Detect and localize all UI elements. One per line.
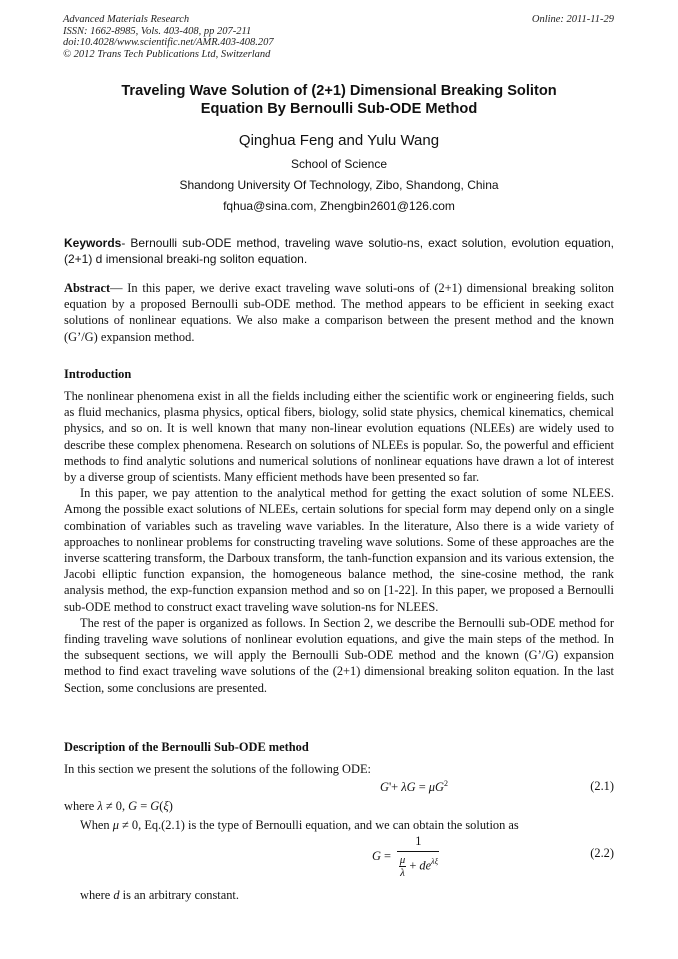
journal-name: Advanced Materials Research <box>63 14 190 25</box>
when-line <box>80 817 614 833</box>
online-date: Online: 2011-11-29 <box>531 14 614 25</box>
where-line-2 <box>80 887 614 903</box>
title-line-2: Equation By Bernoulli Sub-ODE Method <box>200 101 478 117</box>
section-heading-method: Description of the Bernoulli Sub-ODE method <box>64 740 309 754</box>
journal-header <box>63 14 274 60</box>
intro-paragraph-2: In this paper, we pay attention to the analytical method for getting the exact solution of some NLEES. Among the possible exact solutions of NLEEs, certain solutions for special form may depend only on a single combination of variables such as traveling wave variables. In the literature, Also there is a wide variety of approaches to nonlinear problems for constructing traveling wave solutions. Some of these approaches are the inverse scattering transform, the Darboux transform, the tanh-function expansion and its various extension, the Jacobi elliptic function expansion, the homogeneous balance method, the sine-cosine method, the rank analysis method, the exp-function expansion method and so on [1-22]. In this paper, we proposed a Bernoulli sub-ODE method to construct exact traveling wave solution-ns for NLEES. <box>64 486 614 614</box>
where-2-prefix: where <box>80 888 114 902</box>
when-math: μ ≠ 0 <box>112 818 139 832</box>
where-2-math: d <box>113 888 120 902</box>
method-intro-line: In this section we present the solutions of the following ODE: <box>64 762 371 776</box>
when-prefix: When <box>80 818 113 832</box>
introduction-body <box>64 388 614 696</box>
title-line-1: Traveling Wave Solution of (2+1) Dimensional Breaking Soliton <box>121 83 557 99</box>
keywords-label: Keywords <box>64 236 122 250</box>
equation-2-2-fraction: 1 $\frac{\mu}{\lambda}$ + $de^{\lambda\xi}$ <box>397 834 439 879</box>
abstract-label: Abstract <box>64 281 111 295</box>
intro-paragraph-1: The nonlinear phenomena exist in all the fields including either the scientific work or engineering fields, such as fluid mechanics, plasma physics, optical fibers, biology, solid state physics, chemical kinematics, chemical physics, and so on. It is well known that many non-linear evolution equations (NLEEs) are widely used to describe these complex phenomena. Research on solutions of NLEEs is popular. So, the powerful and efficient methods to find analytic solutions and numerical solutions of nonlinear equations have drawn a lot of interest by a diverse group of scientists. Many efficient methods have been presented so far. <box>64 389 614 485</box>
author-emails[interactable]: fqhua@sina.com, Zhengbin2601@126.com <box>223 199 455 213</box>
doi-line: doi:10.4028/www.scientific.net/AMR.403-408.207 <box>63 37 274 48</box>
abstract <box>64 280 614 345</box>
copyright-line: © 2012 Trans Tech Publications Ltd, Switzerland <box>63 48 271 60</box>
keywords <box>64 235 614 267</box>
where-1-text: where <box>64 799 98 813</box>
when-suffix: , Eq.(2.1) is the type of Bernoulli equation, and we can obtain the solution as <box>138 818 519 832</box>
section-heading-introduction: Introduction <box>64 367 132 381</box>
keywords-text: - Bernoulli sub-ODE method, traveling wave solutio-ns, exact solution, evolution equation, (2+1) d imensional breaki-ng soliton equation. <box>64 236 614 266</box>
affiliation-university: Shandong University Of Technology, Zibo, Shandong, China <box>179 178 499 192</box>
equation-number-2-2: (2.2) <box>590 846 614 860</box>
equation-number-2-1: (2.1) <box>590 779 614 793</box>
abstract-text: — In this paper, we derive exact traveling wave soluti-ons of (2+1) dimensional breaking soliton equation by a proposed Bernoulli sub-ODE method. The method appears to be efficient in seeking exact solutions of nonlinear equations. We also make a comparison between the present method and the known (G’/G) expansion method. <box>64 281 614 344</box>
equation-2-1: $G'+ \lambda G = \mu G^2$ <box>380 779 448 795</box>
where-line-1 <box>64 798 614 814</box>
authors: Qinghua Feng and Yulu Wang <box>238 132 440 149</box>
where-2-suffix: is an arbitrary constant. <box>119 888 239 902</box>
where-1-math: λ ≠ 0, G = G(ξ) <box>97 799 173 813</box>
paper-title <box>64 82 614 118</box>
affiliation-school: School of Science <box>290 157 388 171</box>
issn-line: ISSN: 1662-8985, Vols. 403-408, pp 207-211 <box>63 25 252 37</box>
intro-paragraph-3: The rest of the paper is organized as follows. In Section 2, we describe the Bernoulli sub-ODE method for finding traveling wave solutions of nonlinear evolution equations, and give the main steps of the method. In the subsequent sections, we will apply the Bernoulli Sub-ODE method and the known (G’/G) expansion method to find exact traveling wave solutions of the (2+1) dimensional breaking soliton equation. In the last Section, some conclusions are presented. <box>64 615 614 695</box>
equation-2-2: G = 1 $\frac{\mu}{\lambda}$ + $de^{\lambda\xi}$ <box>372 834 438 879</box>
